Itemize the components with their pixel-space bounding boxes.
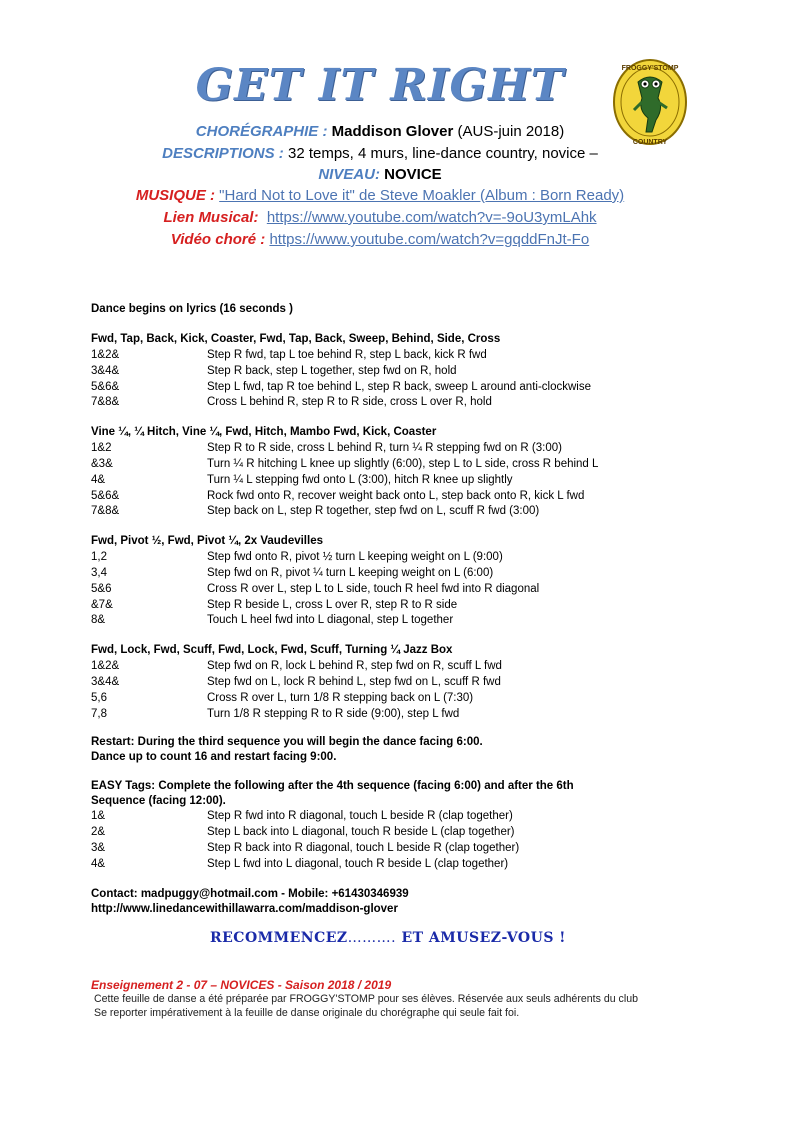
footer-line-2: Se reporter impérativement à la feuille de danse originale du chorégraphe qui seule fait foi. [94, 1007, 520, 1019]
step-count: 1,2 [91, 551, 107, 564]
step-count: 3& [91, 841, 106, 854]
step-row [91, 825, 751, 841]
step-desc: Step L fwd into L diagonal, touch R beside L (clap together) [207, 857, 509, 870]
contact-block [91, 887, 751, 917]
step-row [91, 857, 751, 873]
restart-note [91, 735, 751, 765]
footer-line-1: Cette feuille de danse a été préparée par FROGGY'STOMP pour ses élèves. Réservée aux seuls adhérents du club [94, 993, 638, 1005]
step-count: 1&2& [91, 660, 120, 673]
step-count: 3&4& [91, 364, 120, 377]
step-row [91, 841, 751, 857]
step-row [91, 395, 751, 411]
step-count: 7&8& [91, 505, 120, 518]
step-desc: Cross R over L, step L to L side, touch R heel fwd into R diagonal [207, 582, 540, 595]
descriptions-text: 32 temps, 4 murs, line-dance country, novice – [287, 145, 598, 162]
intro-text: Dance begins on lyrics (16 seconds ) [91, 303, 293, 315]
step-desc: Step back on L, step R together, step fwd on L, scuff R fwd (3:00) [207, 505, 540, 518]
lien-label: Lien Musical: [163, 209, 259, 226]
step-count: &3& [91, 457, 113, 470]
contact-line-1: Contact: madpuggy@hotmail.com - Mobile: +61430346939 [91, 887, 409, 900]
step-desc: Step R back, step L together, step fwd on R, hold [207, 364, 457, 377]
step-row [91, 809, 751, 825]
step-count: 5,6 [91, 691, 107, 704]
step-row [91, 691, 751, 707]
section-title: Fwd, Pivot ½, Fwd, Pivot ¼, 2x Vaudevilles [91, 535, 323, 548]
logo-text-top: FROGGY'STOMP [621, 65, 679, 72]
section-title: Vine ¼, ¼ Hitch, Vine ¼, Fwd, Hitch, Mambo Fwd, Kick, Coaster [91, 426, 437, 439]
video-line [0, 230, 760, 250]
step-row [91, 364, 751, 380]
step-desc: Step R back into R diagonal, touch L beside R (clap together) [207, 841, 520, 854]
step-count: 5&6& [91, 380, 120, 393]
niveau-line [0, 165, 760, 185]
section-title: Fwd, Lock, Fwd, Scuff, Fwd, Lock, Fwd, Scuff, Turning ¼ Jazz Box [91, 644, 453, 657]
step-desc: Rock fwd onto R, recover weight back onto L, step back onto R, kick L fwd [207, 489, 585, 502]
step-row [91, 504, 751, 520]
step-row [91, 675, 751, 691]
step-desc: Turn 1/8 R stepping R to R side (9:00), step L fwd [207, 707, 460, 720]
section-title: Fwd, Tap, Back, Kick, Coaster, Fwd, Tap, Back, Sweep, Behind, Side, Cross [91, 333, 501, 345]
step-count: 4& [91, 857, 106, 870]
step-desc: Step R fwd, tap L toe behind R, step L back, kick R fwd [207, 349, 487, 361]
step-count: 8& [91, 614, 106, 627]
musique-link[interactable]: "Hard Not to Love it" de Steve Moakler (Album : Born Ready) [219, 187, 625, 204]
step-count: 1&2 [91, 442, 112, 455]
video-label: Vidéo choré : [170, 231, 266, 248]
step-desc: Step fwd on R, lock L behind R, step fwd on R, scuff L fwd [207, 660, 502, 673]
step-row [91, 659, 751, 675]
step-desc: Cross L behind R, step R to R side, cross L over R, hold [207, 396, 492, 409]
niveau-label: NIVEAU: [318, 166, 380, 183]
musique-label: MUSIQUE : [135, 187, 215, 204]
step-desc: Touch L heel fwd into L diagonal, step L together [207, 614, 454, 627]
step-row [91, 441, 751, 457]
section-4 [91, 642, 751, 722]
step-count: 7&8& [91, 396, 120, 409]
step-count: 1&2& [91, 349, 120, 361]
step-count: 3&4& [91, 675, 120, 688]
tags-line-2: Sequence (facing 12:00). [91, 795, 226, 808]
tags-title [91, 779, 751, 809]
step-count: 2& [91, 826, 106, 839]
choreo-name: Maddison Glover [331, 123, 454, 140]
descriptions-line [0, 144, 760, 164]
logo-text-bottom: COUNTRY [632, 139, 668, 146]
restart-line-2: Dance up to count 16 and restart facing 9:00. [91, 751, 337, 764]
step-count: 5&6 [91, 582, 112, 595]
step-count: &7& [91, 598, 113, 611]
niveau-value: NOVICE [384, 166, 442, 183]
contact-line-2[interactable]: http://www.linedancewithillawarra.com/maddison-glover [91, 902, 398, 915]
step-desc: Turn ¼ L stepping fwd onto L (3:00), hitch R knee up slightly [207, 473, 513, 486]
choreo-line [0, 122, 760, 142]
step-desc: Step L fwd, tap R toe behind L, step R back, sweep L around anti-clockwise [207, 380, 591, 393]
slogan [210, 930, 566, 946]
step-sheet [91, 300, 751, 917]
step-count: 7,8 [91, 707, 107, 720]
step-row [91, 613, 751, 629]
step-count: 5&6& [91, 489, 120, 502]
descriptions-label: DESCRIPTIONS : [162, 145, 284, 162]
musique-line [0, 186, 760, 206]
step-count: 3,4 [91, 566, 107, 579]
footer-title: Enseignement 2 - 07 – NOVICES - Saison 2018 / 2019 [91, 978, 392, 992]
step-desc: Step R beside L, cross L over R, step R to R side [207, 598, 458, 611]
step-row [91, 550, 751, 566]
step-desc: Step fwd onto R, pivot ½ turn L keeping weight on L (9:00) [207, 551, 503, 564]
lien-line [0, 208, 760, 228]
step-desc: Turn ¼ R hitching L knee up slightly (6:00), step L to L side, cross R behind L [207, 457, 599, 470]
step-desc: Cross R over L, turn 1/8 R stepping back on L (7:30) [207, 691, 474, 704]
step-count: 1& [91, 810, 106, 823]
dance-title: GET IT RIGHT [195, 60, 565, 111]
step-row [91, 707, 751, 723]
step-count: 4& [91, 473, 106, 486]
step-row [91, 473, 751, 489]
step-desc: Step R to R side, cross L behind R, turn ¼ R stepping fwd on R (3:00) [207, 442, 562, 455]
tags-section [91, 779, 751, 872]
step-row [91, 598, 751, 614]
step-row [91, 457, 751, 473]
choreo-label: CHORÉGRAPHIE : [195, 123, 328, 140]
slogan-part-2: ET AMUSEZ-VOUS ! [401, 930, 566, 946]
restart-line-1: Restart: During the third sequence you will begin the dance facing 6:00. [91, 736, 483, 749]
video-link[interactable]: https://www.youtube.com/watch?v=gqddFnJt-Fo [269, 231, 590, 248]
section-3 [91, 533, 751, 629]
step-row [91, 582, 751, 598]
lien-link[interactable]: https://www.youtube.com/watch?v=-9oU3ymLAhk [266, 209, 597, 226]
section-1 [91, 331, 751, 411]
step-desc: Step R fwd into R diagonal, touch L beside R (clap together) [207, 810, 513, 823]
section-2 [91, 424, 751, 520]
tags-line-1: EASY Tags: Complete the following after the 4th sequence (facing 6:00) and after the 6th [91, 780, 574, 793]
slogan-dots: ………. [347, 930, 397, 946]
step-desc: Step L back into L diagonal, touch R beside L (clap together) [207, 826, 515, 839]
step-desc: Step fwd on L, lock R behind L, step fwd on L, scuff R fwd [207, 675, 501, 688]
step-row [91, 380, 751, 396]
step-row [91, 566, 751, 582]
step-desc: Step fwd on R, pivot ¼ turn L keeping weight on L (6:00) [207, 566, 494, 579]
slogan-part-1: RECOMMENCEZ [210, 930, 348, 946]
choreo-extra: (AUS-juin 2018) [457, 123, 565, 140]
step-row [91, 489, 751, 505]
step-row [91, 348, 751, 364]
